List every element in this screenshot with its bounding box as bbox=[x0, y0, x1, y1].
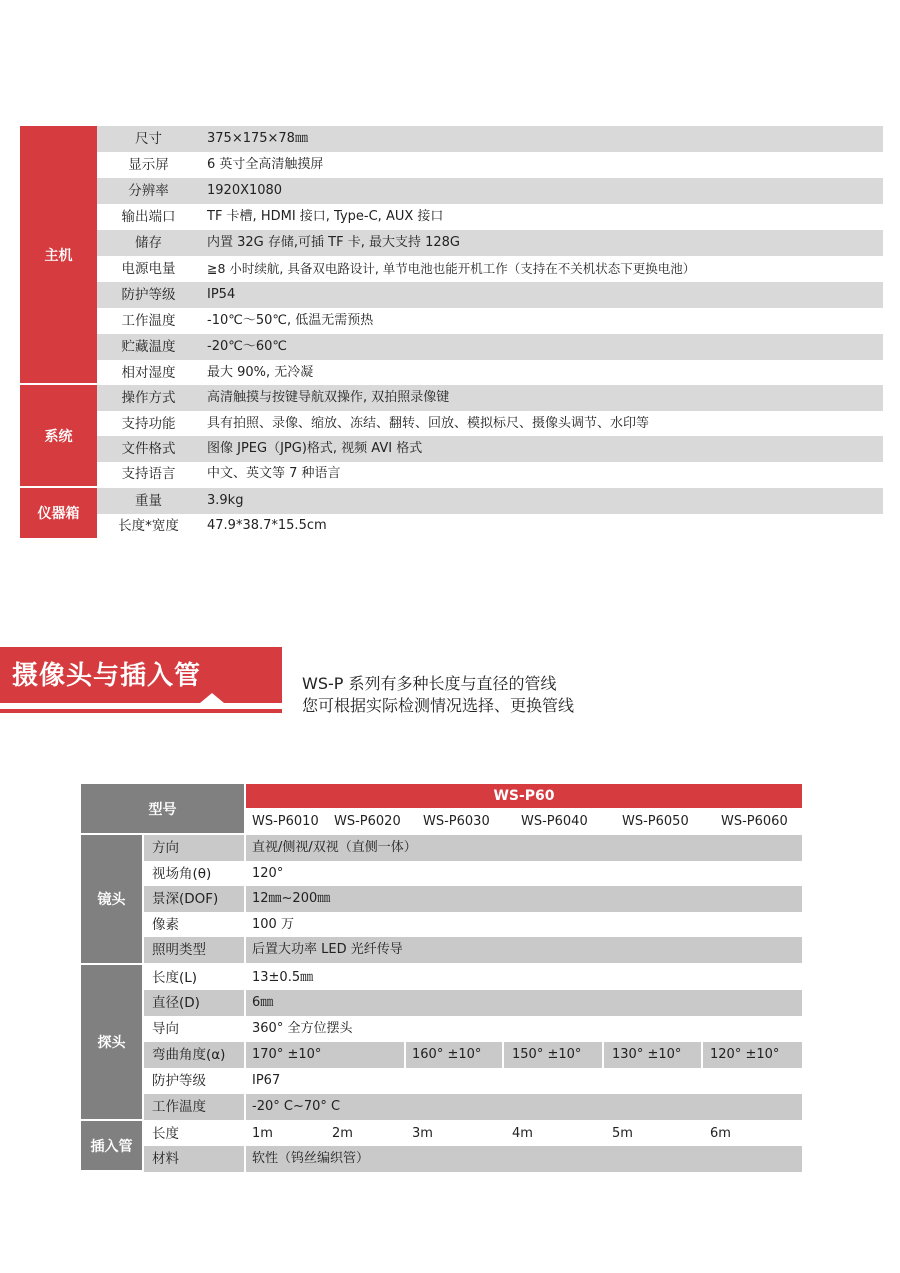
spec-row bbox=[97, 385, 883, 411]
spec-label: 贮藏温度 bbox=[121, 339, 176, 355]
model-name: WS-P6040 bbox=[521, 814, 588, 829]
spec-value: -10℃～50℃, 低温无需预热 bbox=[207, 313, 374, 328]
probe-row bbox=[144, 912, 802, 938]
group-system: 系统 bbox=[20, 385, 97, 486]
series-header: WS-P60 bbox=[246, 784, 802, 808]
row-label: 直径(D) bbox=[152, 995, 200, 1011]
row-value: 13±0.5㎜ bbox=[252, 970, 314, 985]
tube-length-value: 1m bbox=[252, 1126, 273, 1141]
spec-label: 防护等级 bbox=[121, 287, 176, 303]
row-value: 120° bbox=[252, 866, 284, 881]
row-label: 弯曲角度(α) bbox=[152, 1047, 226, 1063]
spec-label: 分辨率 bbox=[128, 183, 169, 199]
section-desc-line1: WS-P 系列有多种长度与直径的管线 bbox=[302, 674, 557, 693]
bend-angle-value: 170° ±10° bbox=[252, 1047, 322, 1062]
section-desc-line2: 您可根据实际检测情况选择、更换管线 bbox=[302, 696, 575, 715]
row-label: 视场角(θ) bbox=[152, 866, 212, 882]
tube-length-value: 5m bbox=[612, 1126, 633, 1141]
spec-row bbox=[97, 178, 883, 204]
group-probe: 探头 bbox=[81, 965, 142, 1119]
bend-angle-value: 150° ±10° bbox=[512, 1047, 582, 1062]
row-value: 6㎜ bbox=[252, 995, 274, 1010]
spec-label: 电源电量 bbox=[121, 261, 176, 277]
spec-row bbox=[97, 204, 883, 230]
spec-label: 储存 bbox=[135, 235, 162, 251]
spec-label: 支持语言 bbox=[121, 466, 176, 482]
group-tube: 插入管 bbox=[81, 1121, 142, 1170]
tube-length-value: 4m bbox=[512, 1126, 533, 1141]
spec-value: ≧8 小时续航, 具备双电路设计, 单节电池也能开机工作（支持在不关机状态下更换电池） bbox=[207, 261, 696, 276]
spec-value: 中文、英文等 7 种语言 bbox=[207, 466, 341, 481]
row-value: -20° C~70° C bbox=[252, 1099, 341, 1114]
row-label: 材料 bbox=[152, 1151, 179, 1167]
spec-value: 3.9kg bbox=[207, 493, 244, 508]
probe-row bbox=[144, 861, 802, 887]
bend-angle-value: 120° ±10° bbox=[710, 1047, 780, 1062]
row-label: 工作温度 bbox=[152, 1099, 206, 1115]
row-value: IP67 bbox=[252, 1073, 281, 1088]
probe-row bbox=[144, 937, 802, 963]
spec-value: 47.9*38.7*15.5cm bbox=[207, 518, 327, 533]
row-label: 照明类型 bbox=[152, 942, 206, 958]
spec-row bbox=[97, 126, 883, 152]
row-label: 景深(DOF) bbox=[152, 891, 219, 907]
spec-value: -20℃～60℃ bbox=[207, 339, 287, 354]
group-host: 主机 bbox=[20, 126, 97, 383]
model-name: WS-P6010 bbox=[252, 814, 319, 829]
model-name: WS-P6060 bbox=[721, 814, 788, 829]
row-value: 360° 全方位摆头 bbox=[252, 1021, 353, 1036]
probe-row bbox=[144, 1016, 802, 1042]
probe-row bbox=[144, 1094, 802, 1120]
model-header: 型号 bbox=[81, 784, 244, 833]
probe-row bbox=[144, 1068, 802, 1094]
row-label: 长度 bbox=[152, 1126, 179, 1142]
model-name: WS-P6030 bbox=[423, 814, 490, 829]
spec-label: 工作温度 bbox=[121, 313, 176, 329]
spec-label: 长度*宽度 bbox=[118, 518, 179, 534]
row-value: 直视/侧视/双视（直侧一体） bbox=[252, 840, 417, 855]
spec-row bbox=[97, 513, 883, 539]
probe-row bbox=[144, 1042, 802, 1068]
row-value: 12㎜~200㎜ bbox=[252, 891, 331, 906]
spec-row bbox=[97, 152, 883, 178]
spec-value: IP54 bbox=[207, 287, 236, 302]
spec-label: 显示屏 bbox=[128, 157, 169, 173]
spec-label: 文件格式 bbox=[121, 441, 176, 457]
spec-value: 高清触摸与按键导航双操作, 双拍照录像键 bbox=[207, 390, 450, 405]
tube-length-value: 2m bbox=[332, 1126, 353, 1141]
section-banner bbox=[0, 647, 282, 717]
row-value: 100 万 bbox=[252, 917, 294, 932]
probe-row bbox=[144, 990, 802, 1016]
probe-row bbox=[144, 835, 802, 861]
row-label: 长度(L) bbox=[152, 970, 198, 986]
spec-row bbox=[97, 436, 883, 462]
row-label: 方向 bbox=[152, 840, 179, 856]
row-value: 软性（钨丝编织管） bbox=[252, 1151, 370, 1166]
spec-value: 图像 JPEG（JPG)格式, 视频 AVI 格式 bbox=[207, 441, 423, 456]
spec-row bbox=[97, 461, 883, 487]
spec-row bbox=[97, 334, 883, 360]
spec-row bbox=[97, 230, 883, 256]
spec-value: 具有拍照、录像、缩放、冻结、翻转、回放、模拟标尺、摄像头调节、水印等 bbox=[207, 416, 650, 431]
spec-row bbox=[97, 256, 883, 282]
row-label: 导向 bbox=[152, 1021, 179, 1037]
group-case: 仪器箱 bbox=[20, 488, 97, 538]
spec-row bbox=[97, 308, 883, 334]
model-row bbox=[246, 810, 802, 833]
spec-label: 操作方式 bbox=[121, 390, 176, 406]
spec-value: 375×175×78㎜ bbox=[207, 131, 308, 146]
probe-row bbox=[144, 965, 802, 991]
model-name: WS-P6050 bbox=[622, 814, 689, 829]
tube-length-value: 6m bbox=[710, 1126, 731, 1141]
spec-row bbox=[97, 411, 883, 437]
bend-angle-value: 130° ±10° bbox=[612, 1047, 682, 1062]
model-name: WS-P6020 bbox=[334, 814, 401, 829]
spec-value: 内置 32G 存储,可插 TF 卡, 最大支持 128G bbox=[207, 235, 460, 250]
section-title: 摄像头与插入管 bbox=[12, 661, 202, 691]
probe-row bbox=[144, 1121, 802, 1147]
spec-label: 重量 bbox=[135, 493, 162, 509]
spec-value: TF 卡槽, HDMI 接口, Type-C, AUX 接口 bbox=[207, 209, 444, 224]
bend-angle-value: 160° ±10° bbox=[412, 1047, 482, 1062]
spec-row bbox=[97, 488, 883, 514]
spec-label: 尺寸 bbox=[135, 131, 162, 147]
row-label: 防护等级 bbox=[152, 1073, 206, 1089]
spec-row bbox=[97, 360, 883, 386]
spec-row bbox=[97, 282, 883, 308]
probe-row bbox=[144, 1146, 802, 1172]
group-lens: 镜头 bbox=[81, 835, 142, 963]
row-value: 后置大功率 LED 光纤传导 bbox=[252, 942, 403, 957]
spec-value: 最大 90%, 无冷凝 bbox=[207, 365, 314, 380]
row-label: 像素 bbox=[152, 917, 179, 933]
spec-value: 1920X1080 bbox=[207, 183, 283, 198]
spec-value: 6 英寸全高清触摸屏 bbox=[207, 157, 324, 172]
spec-label: 相对湿度 bbox=[121, 365, 176, 381]
tube-length-value: 3m bbox=[412, 1126, 433, 1141]
spec-label: 支持功能 bbox=[121, 416, 176, 432]
probe-row bbox=[144, 886, 802, 912]
spec-label: 输出端口 bbox=[121, 209, 176, 225]
